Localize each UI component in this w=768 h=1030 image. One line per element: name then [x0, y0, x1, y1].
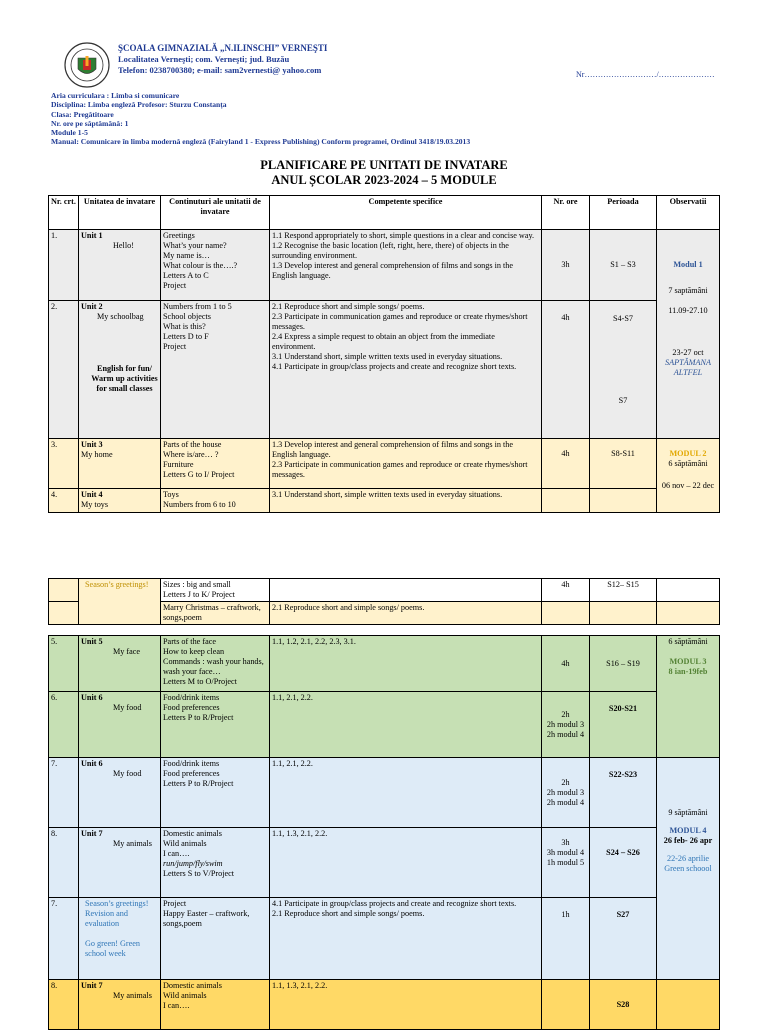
- hours-value: 2h modul 3: [546, 719, 585, 729]
- content-item: Letters J to K/ Project: [163, 590, 235, 599]
- module-label: MODUL 3: [669, 657, 707, 666]
- unit-extra: Go green! Green school week: [85, 939, 141, 958]
- unit-subtitle: My home: [81, 450, 113, 459]
- hours-cell: 4h: [542, 439, 590, 489]
- competence-item: 1.3 Develop interest and general comprehension of films and songs in the English language.: [272, 440, 514, 459]
- row-number: 7.: [49, 758, 79, 828]
- module-label: MODUL 2: [669, 449, 707, 458]
- content-cell: [161, 980, 270, 1030]
- content-item: Sizes : big and small: [163, 580, 231, 589]
- content-cell: [161, 828, 270, 898]
- content-item: Parts of the house: [163, 440, 222, 449]
- content-cell: [161, 489, 270, 513]
- content-item: My name is…: [163, 251, 210, 260]
- meta-modules: Module 1-5: [51, 128, 88, 138]
- unit-cell: [79, 230, 161, 301]
- date-range: 26 feb- 26 apr: [663, 836, 713, 845]
- competences-cell: 1.1, 1.3, 2.1, 2.2.: [270, 980, 542, 1030]
- unit-subtitle: My face: [113, 647, 141, 656]
- school-contact: Telefon: 0238700380; e-mail: sam2vernesti@ yahoo.com: [118, 65, 322, 75]
- competence-item: 2.1 Reproduce short and simple songs/ poems.: [272, 909, 425, 918]
- meta-textbook: Manual: Comunicare în limba modernă engleză (Fairyland 1 - Express Publishing) Conform programei, Ordinul 3418/19.03.2013: [51, 137, 471, 147]
- row-number: 5.: [49, 636, 79, 692]
- hours-value: 2h: [561, 709, 570, 719]
- row-number: 4.: [49, 489, 79, 513]
- hours-value: 3h: [561, 838, 570, 847]
- unit-cell: [79, 301, 161, 439]
- hours-value: 2h: [561, 777, 570, 787]
- content-item: Happy Easter – craftwork, songs,poem: [163, 909, 250, 928]
- row-number: 2.: [49, 301, 79, 439]
- unit-subtitle: My schoolbag: [97, 312, 144, 321]
- table-spacer: [49, 625, 720, 636]
- hours-cell: 3h: [542, 230, 590, 301]
- unit-cell: [79, 828, 161, 898]
- period-cell: S16 – S19: [590, 636, 657, 692]
- unit-title: Unit 4: [81, 490, 103, 499]
- period-cell: S24 – S26: [590, 828, 657, 898]
- unit-cell: Season’s greetings!: [79, 579, 161, 625]
- competence-item: 4.1 Participate in group/class projects and create and recognize short texts.: [272, 899, 517, 908]
- hours-cell: 4h: [542, 301, 590, 439]
- content-item: Project: [163, 281, 187, 290]
- content-item: Project: [163, 899, 187, 908]
- meta-curricular-area: Aria curriculara : Limba si comunicare: [51, 91, 180, 100]
- content-item: Food/drink items: [163, 693, 220, 702]
- weeks-label: 7 saptămâni: [668, 286, 708, 295]
- content-item: Letters P to R/Project: [163, 779, 234, 788]
- content-item: Greetings: [163, 231, 195, 240]
- content-item: I can….: [163, 1001, 190, 1010]
- content-item: Domestic animals: [163, 829, 222, 838]
- unit-cell: [79, 439, 161, 489]
- document-header: [64, 40, 754, 90]
- table-row: [49, 489, 720, 513]
- unit-extra: English for fun/ Warm up activities for small classes: [91, 364, 158, 393]
- hours-value: 1h modul 5: [546, 858, 585, 867]
- period-cell: S20-S21: [590, 692, 657, 758]
- row-number: [49, 602, 79, 625]
- course-metadata: [51, 91, 470, 147]
- period-cell: [590, 301, 657, 439]
- table-row: [49, 301, 720, 439]
- col-header-observations: Observatii: [657, 196, 720, 230]
- content-cell: [161, 230, 270, 301]
- unit-title: Unit 6: [81, 693, 103, 702]
- content-item: Letters D to F: [163, 332, 209, 341]
- table-row: [49, 636, 720, 692]
- unit-subtitle: My food: [113, 769, 142, 778]
- observations-cell: [657, 230, 720, 439]
- unit-subtitle: My animals: [113, 991, 152, 1000]
- content-item: Food preferences: [163, 703, 220, 712]
- content-item: What is this?: [163, 322, 206, 331]
- document-subtitle: ANUL ȘCOLAR 2023-2024 – 5 MODULE: [271, 173, 497, 187]
- competences-cell: [270, 898, 542, 980]
- table-row: [49, 898, 720, 980]
- content-item: Domestic animals: [163, 981, 222, 990]
- row-number: 1.: [49, 230, 79, 301]
- competence-item: 4.1 Participate in group/class projects and create and recognize short texts.: [272, 362, 517, 371]
- hours-value: 2h modul 3: [546, 787, 585, 797]
- period-cell: S22-S23: [590, 758, 657, 828]
- period-cell: S1 – S3: [590, 230, 657, 301]
- table-row: [49, 692, 720, 758]
- unit-title: Unit 1: [81, 231, 103, 240]
- hours-cell: [542, 489, 590, 513]
- competences-cell: 1.1, 1.2, 2.1, 2.2, 2.3, 3.1.: [270, 636, 542, 692]
- unit-subtitle: Revision and evaluation: [85, 909, 128, 928]
- date-range: 11.09-27.10: [668, 306, 708, 315]
- observations-cell: [657, 579, 720, 602]
- unit-title: Unit 7: [81, 829, 103, 838]
- period-cell: S12– S15: [590, 579, 657, 602]
- green-week-label: Green schoool: [664, 864, 712, 873]
- unit-cell: [79, 898, 161, 980]
- observations-cell: [657, 980, 720, 1030]
- content-item: What’s your name?: [163, 241, 227, 250]
- meta-hours: Nr. ore pe săptămână: 1: [51, 118, 129, 128]
- row-number: 8.: [49, 980, 79, 1030]
- competences-cell: 1.1, 1.3, 2.1, 2.2.: [270, 828, 542, 898]
- content-item: Numbers from 6 to 10: [163, 500, 236, 509]
- hours-cell: [542, 692, 590, 758]
- competences-cell: 2.1 Reproduce short and simple songs/ poems.: [270, 602, 542, 625]
- table-row: [49, 758, 720, 828]
- weeks-label: 9 săptămâni: [668, 808, 708, 817]
- content-cell: [161, 692, 270, 758]
- meta-discipline: Disciplina: Limba engleză Profesor: Sturzu Constanța: [51, 100, 227, 110]
- alt-week-dates: 23-27 oct: [672, 348, 704, 357]
- competences-cell: 1.1, 2.1, 2.2.: [270, 758, 542, 828]
- unit-cell: [79, 758, 161, 828]
- unit-title: Unit 3: [81, 440, 103, 449]
- competence-item: 2.1 Reproduce short and simple songs/ poems.: [272, 302, 425, 311]
- hours-cell: [542, 980, 590, 1030]
- registration-number-line: Nr………………………/…………………: [576, 70, 715, 79]
- period-cell: S27: [590, 898, 657, 980]
- observations-cell: [657, 636, 720, 758]
- col-header-content: Continuturi ale unitatii de invatare: [161, 196, 270, 230]
- school-address: Localitatea Verneşti; com. Verneşti; jud. Buzău: [118, 54, 290, 64]
- period-cell: [590, 489, 657, 513]
- competences-cell: [270, 439, 542, 489]
- unit-title: Unit 5: [81, 637, 103, 646]
- school-logo-icon: [64, 42, 110, 88]
- content-item: Toys: [163, 490, 179, 499]
- table-row: [49, 579, 720, 602]
- content-item: Letters A to C: [163, 271, 209, 280]
- content-item: Letters M to O/Project: [163, 677, 237, 686]
- period-value: S4-S7: [612, 314, 634, 323]
- content-item: Where is/are… ?: [163, 450, 219, 459]
- row-number: 6.: [49, 692, 79, 758]
- hours-cell: [542, 758, 590, 828]
- green-week-dates: 22-26 aprilie: [666, 854, 710, 863]
- row-number: 8.: [49, 828, 79, 898]
- col-header-unit: Unitatea de invatare: [79, 196, 161, 230]
- weeks-label: 6 săptămâni: [668, 459, 708, 468]
- row-number: 3.: [49, 439, 79, 489]
- unit-cell: [79, 636, 161, 692]
- module-label: MODUL 4: [669, 826, 707, 835]
- table-header-row: [49, 196, 720, 230]
- table-row: [49, 230, 720, 301]
- unit-subtitle: Hello!: [113, 241, 134, 250]
- content-item: Letters G to I/ Project: [163, 470, 235, 479]
- document-title: PLANIFICARE PE UNITATI DE INVATARE: [260, 158, 508, 172]
- col-header-hours: Nr. ore: [542, 196, 590, 230]
- content-cell: Marry Christmas – craftwork, songs,poem: [161, 602, 270, 625]
- content-item: run/jump/fly/swim: [163, 859, 223, 868]
- competences-cell: 1.1, 2.1, 2.2.: [270, 692, 542, 758]
- hours-cell: 4h: [542, 579, 590, 602]
- competence-item: 2.3 Participate in communication games and reproduce or create rhymes/short messages.: [272, 460, 528, 479]
- planning-table-part-2: [48, 578, 720, 1030]
- row-number: 7.: [49, 898, 79, 980]
- row-number: [49, 579, 79, 602]
- competences-cell: [270, 301, 542, 439]
- content-item: Wild animals: [163, 991, 207, 1000]
- period-cell: S28: [590, 980, 657, 1030]
- unit-subtitle: My food: [113, 703, 142, 712]
- unit-cell: [79, 692, 161, 758]
- module-label: Modul 1: [673, 260, 703, 269]
- unit-title: Unit 6: [81, 759, 103, 768]
- competences-cell: [270, 579, 542, 602]
- competence-item: 2.3 Participate in communication games and reproduce or create rhymes/short messages.: [272, 312, 528, 331]
- competence-item: 2.4 Express a simple request to obtain an object from the immediate environment.: [272, 332, 495, 351]
- content-item: Food preferences: [163, 769, 220, 778]
- content-item: Furniture: [163, 460, 194, 469]
- hours-cell: 4h: [542, 636, 590, 692]
- table-row: [49, 439, 720, 489]
- content-item: Project: [163, 342, 187, 351]
- table-row: [49, 980, 720, 1030]
- school-info: [118, 43, 327, 76]
- content-cell: [161, 636, 270, 692]
- observations-cell: [657, 439, 720, 513]
- content-item: School objects: [163, 312, 211, 321]
- school-name: ŞCOALA GIMNAZIALĂ „N.ILINSCHI” VERNEŞTI: [118, 43, 328, 53]
- content-item: Letters S to V/Project: [163, 869, 235, 878]
- col-header-period: Perioada: [590, 196, 657, 230]
- hours-cell: [542, 602, 590, 625]
- col-header-competences: Competente specifice: [270, 196, 542, 230]
- hours-value: 3h modul 4: [546, 848, 585, 857]
- table-row: [49, 828, 720, 898]
- content-cell: [161, 758, 270, 828]
- competences-cell: 3.1 Understand short, simple written texts used in everyday situations.: [270, 489, 542, 513]
- content-item: Parts of the face: [163, 637, 216, 646]
- content-item: Wild animals: [163, 839, 207, 848]
- content-cell: [161, 898, 270, 980]
- hours-cell: 1h: [542, 898, 590, 980]
- unit-subtitle: My animals: [113, 839, 152, 848]
- competence-item: 3.1 Understand short, simple written texts used in everyday situations.: [272, 352, 503, 361]
- unit-title: Season’s greetings!: [85, 899, 149, 908]
- alt-week-label: SAPTĂMANA ALTFEL: [665, 358, 711, 377]
- planning-table-part-1: [48, 195, 720, 513]
- hours-cell: [542, 828, 590, 898]
- period-cell: [590, 602, 657, 625]
- content-item: Food/drink items: [163, 759, 220, 768]
- content-item: What colour is the….?: [163, 261, 238, 270]
- content-item: Letters P to R/Project: [163, 713, 234, 722]
- unit-title: Unit 2: [81, 302, 103, 311]
- content-item: How to keep clean: [163, 647, 225, 656]
- period-value: S7: [618, 396, 628, 405]
- observations-cell: [657, 758, 720, 980]
- content-item: Numbers from 1 to 5: [163, 302, 232, 311]
- content-item: I can….: [163, 849, 190, 858]
- unit-title: Unit 7: [81, 981, 103, 990]
- competence-item: 1.2 Recognise the basic location (left, right, here, there) of objects in the surrounding environment.: [272, 241, 509, 260]
- weeks-label: 6 săptămâni: [668, 637, 708, 646]
- period-cell: S8-S11: [590, 439, 657, 489]
- competences-cell: [270, 230, 542, 301]
- competence-item: 1.1 Respond appropriately to short, simple questions in a clear and concise way.: [272, 231, 535, 240]
- content-cell: [161, 439, 270, 489]
- date-range: 06 nov – 22 dec: [661, 481, 715, 490]
- date-range: 8 ian-19feb: [668, 667, 708, 676]
- unit-cell: [79, 980, 161, 1030]
- content-cell: [161, 301, 270, 439]
- unit-cell: [79, 489, 161, 513]
- content-item: Commands : wash your hands, wash your face…: [163, 657, 264, 676]
- hours-value: 2h modul 4: [546, 729, 585, 739]
- competence-item: 1.3 Develop interest and general comprehension of films and songs in the English language.: [272, 261, 514, 280]
- content-cell: [161, 579, 270, 602]
- hours-value: 2h modul 4: [546, 797, 585, 807]
- observations-cell: [657, 602, 720, 625]
- col-header-nr: Nr. crt.: [49, 196, 79, 230]
- unit-subtitle: My toys: [81, 500, 109, 509]
- meta-class: Clasa: Pregătitoare: [51, 109, 114, 119]
